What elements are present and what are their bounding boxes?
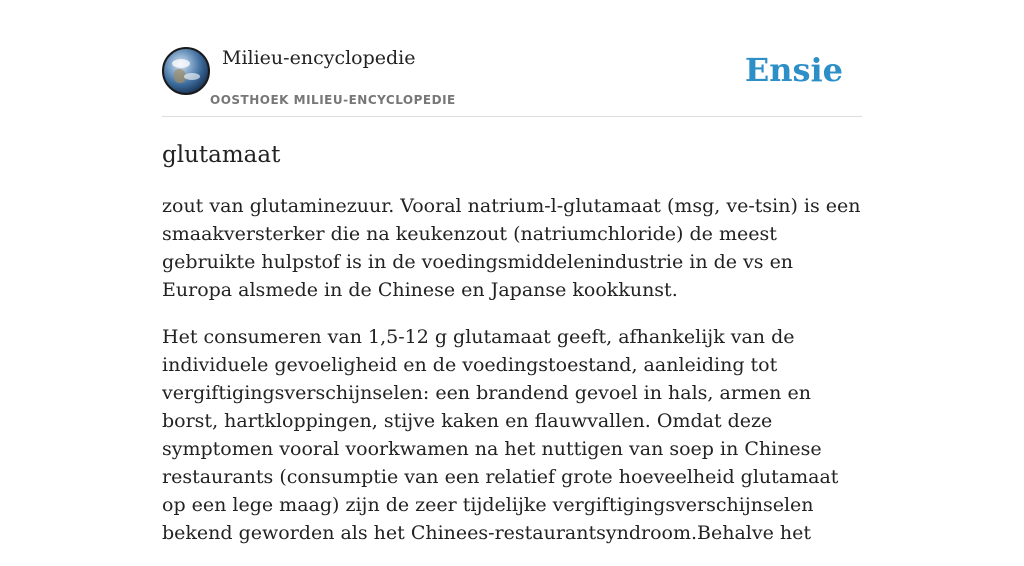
page-title: glutamaat [162,142,281,168]
article-paragraph: zout van glutaminezuur. Vooral natrium-l-glutamaat (msg, ve-tsin) is een smaakversterker die na keukenzout (natriumchloride) de meest gebruikte hulpstof is in de voedingsmiddelenindustrie in de vs en Europa alsmede in de Chinese en Japanse kookkunst. [162,195,861,301]
site-header [162,0,862,117]
article-body [162,192,862,566]
article-paragraph: Het consumeren van 1,5-12 g glutamaat geeft, afhankelijk van de individuele gevoeligheid en de voedingstoestand, aanleiding tot vergiftigingsverschijnselen: een brandend gevoel in hals, armen en borst, hartkloppingen, stijve kaken en flauwvallen. Omdat deze symptomen vooral voorkwamen na het nuttigen van soep in Chinese restaurants (consumptie van een relatief grote hoeveelheid glutamaat op een lege maag) zijn de zeer tijdelijke vergiftigingsverschijnselen bekend geworden als het Chinees-restaurantsyndroom.Behalve het [162,326,839,544]
logo-cloud [184,73,200,80]
brand-logo[interactable]: Ensie [744,51,843,89]
site-title[interactable]: Milieu-encyclopedie [222,47,416,69]
site-subtitle: OOSTHOEK MILIEU-ENCYCLOPEDIE [210,93,456,107]
page [162,0,862,544]
earth-globe-icon[interactable] [162,47,210,95]
logo-cloud [172,59,190,68]
